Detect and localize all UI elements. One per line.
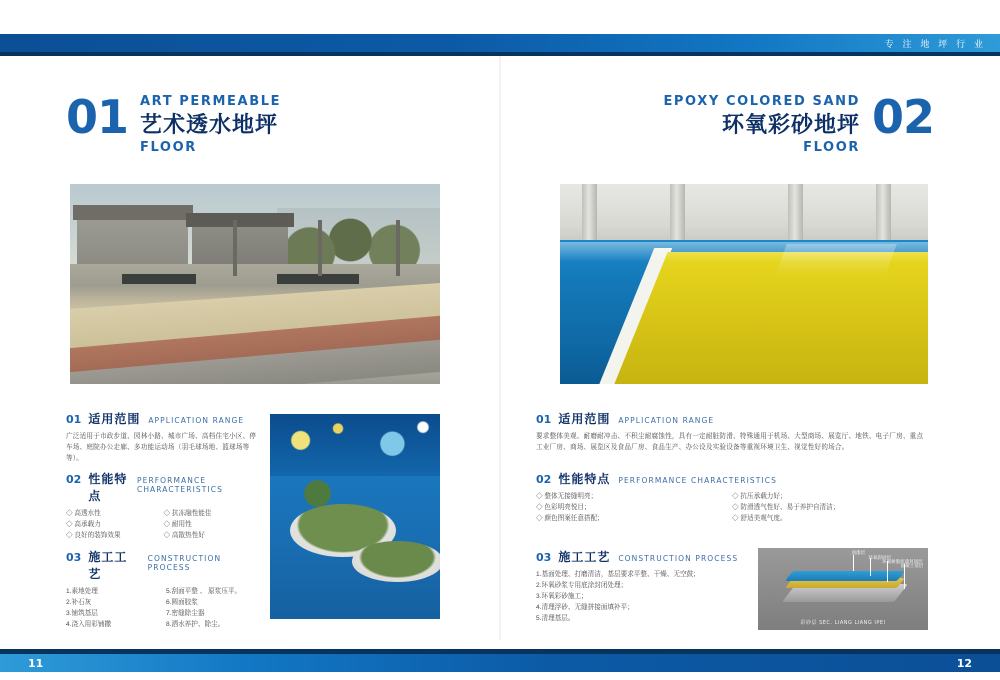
right-block-applicable-range <box>536 410 928 453</box>
feature-column-left <box>66 508 164 541</box>
left-hero-photo <box>70 184 440 384</box>
process-list <box>536 569 746 624</box>
block-title-en: CONSTRUCTION PROCESS <box>147 554 222 572</box>
left-title-cn: 艺术透水地坪 <box>140 112 279 137</box>
left-title-en-top: ART PERMEABLE <box>140 94 282 109</box>
list-item: ◇ 耐用性 <box>163 521 192 528</box>
bottom-white-gap <box>0 672 1000 680</box>
block-number: 03 <box>66 551 82 564</box>
list-item: 6.圆面胶浆 <box>166 599 198 606</box>
block-title-en: PERFORMANCE CHARACTERISTICS <box>136 476 223 494</box>
left-small-photo <box>270 414 440 619</box>
left-block-performance <box>66 470 261 541</box>
list-item: 5.清理基层。 <box>536 615 575 622</box>
list-item: 7.密缝除尘器 <box>166 610 205 617</box>
page-spine <box>499 56 501 640</box>
left-section-number: 01 <box>66 90 129 144</box>
feature-column-right <box>732 491 928 524</box>
bar-title: 专 注 地 坪 行 业 <box>884 40 986 50</box>
list-item: ◇ 舒适美观气度。 <box>732 515 787 522</box>
block-number: 02 <box>66 473 82 486</box>
top-white-band <box>0 0 1000 34</box>
block-title-cn: 施工工艺 <box>88 550 128 581</box>
page-number-left: 11 <box>28 657 44 670</box>
right-block-performance <box>536 470 928 524</box>
block-body-text: 要求整体美观、耐磨耐冲击、不积尘耐腐蚀性，具有一定耐脏防滑、特殊通用于机场、大型商场、展览厅、地铁、电子厂房、重点工业厂房、商场、展览区及食品厂房、食品生产、办公设及实验设备等重视环境卫生、视觉性好的场合。 <box>536 433 924 451</box>
block-title-en: PERFORMANCE CHARACTERISTICS <box>618 476 777 485</box>
list-item: ◇ 高散热性好 <box>163 532 205 539</box>
diagram-caption: 彩砂层 SEC. LIANG LIANG IPEI <box>800 620 886 626</box>
playground-floor-image <box>270 414 440 619</box>
list-item: 3.环氧彩砂施工； <box>536 593 588 600</box>
process-column-right <box>166 586 266 630</box>
block-number: 01 <box>66 413 82 426</box>
leader-line <box>853 555 854 571</box>
right-title-en-bottom: FLOOR <box>803 140 860 155</box>
block-number: 03 <box>536 551 552 564</box>
right-hero-photo <box>560 184 928 384</box>
right-title-cn: 环氧彩砂地坪 <box>721 112 860 137</box>
list-item: 4.浇入用彩铺撒 <box>66 621 112 628</box>
left-block-applicable-range <box>66 410 261 464</box>
block-title-en: APPLICATION RANGE <box>148 416 245 425</box>
block-body-text: 广泛适用于市政步道、园林小路、城市广场、高档住宅小区、停车场、庭院办公走廊、多功能运动场（羽毛球场地、篮球场等等）。 <box>66 433 257 462</box>
list-item: 2.环氧砂浆专用底涂封闭处理； <box>536 582 628 589</box>
list-item: 2.补石灰 <box>66 599 92 606</box>
block-title-en: CONSTRUCTION PROCESS <box>618 554 739 563</box>
list-item: 8.洒水养护、除尘。 <box>166 621 225 628</box>
top-blue-bar <box>0 34 1000 52</box>
list-item: ◇ 抗冻融性能佳 <box>163 510 212 517</box>
list-item: 4.清理浮砂、无缝拼接面填补平； <box>536 604 634 611</box>
block-title-cn: 适用范围 <box>88 412 141 426</box>
list-item: ◇ 高承载力 <box>66 521 101 528</box>
list-item: ◇ 高透水性 <box>66 510 101 517</box>
block-number: 02 <box>536 473 552 486</box>
list-item: ◇ 防滑透气性好、易于养护自清洁； <box>732 504 840 511</box>
block-title-cn: 性能特点 <box>88 472 128 503</box>
list-item: ◇ 整体无接缝明亮； <box>536 493 598 500</box>
block-title-cn: 施工工艺 <box>558 550 611 564</box>
process-column-left <box>66 586 166 630</box>
diagram-label: 面漆层 <box>851 551 865 557</box>
feature-column-right <box>164 508 262 541</box>
list-item: ◇ 良好的装饰效果 <box>66 532 121 539</box>
list-item: ◇ 色彩明亮悦目； <box>536 504 591 511</box>
list-item: ◇ 颜色图案任意搭配； <box>536 515 604 522</box>
page-number-right: 12 <box>956 657 972 670</box>
permeable-pavement-image <box>70 184 440 384</box>
diagram-label: 环氧树脂底漆封闭层 <box>882 559 923 565</box>
list-item: 3.铺筑基层 <box>66 610 98 617</box>
block-title-cn: 性能特点 <box>558 472 611 486</box>
left-block-construction-process <box>66 548 266 630</box>
diagram-label: 混凝土基层 <box>900 563 924 569</box>
right-block-construction-process <box>536 548 746 624</box>
left-section-header <box>66 90 282 155</box>
right-title-en-top: EPOXY COLORED SAND <box>663 94 860 109</box>
diagram-label: 环氧彩砂层 <box>868 555 891 561</box>
block-title-en: APPLICATION RANGE <box>618 416 715 425</box>
floor-layer-diagram <box>758 548 928 630</box>
right-section-number: 02 <box>871 90 934 144</box>
right-section-header <box>663 90 934 155</box>
block-title-cn: 适用范围 <box>558 412 611 426</box>
list-item: 1.基面处理、打磨清洁，基层要求平整、干燥、无空鼓； <box>536 571 700 578</box>
list-item: 1.素地处理 <box>66 588 98 595</box>
bottom-blue-bar <box>0 654 1000 672</box>
block-number: 01 <box>536 413 552 426</box>
feature-column-left <box>536 491 732 524</box>
list-item: 5.刮面平整 、 原浆压平。 <box>166 588 242 595</box>
left-title-en-bottom: FLOOR <box>140 140 197 155</box>
list-item: ◇ 抗压承载力好； <box>732 493 787 500</box>
epoxy-floor-image <box>560 184 928 384</box>
